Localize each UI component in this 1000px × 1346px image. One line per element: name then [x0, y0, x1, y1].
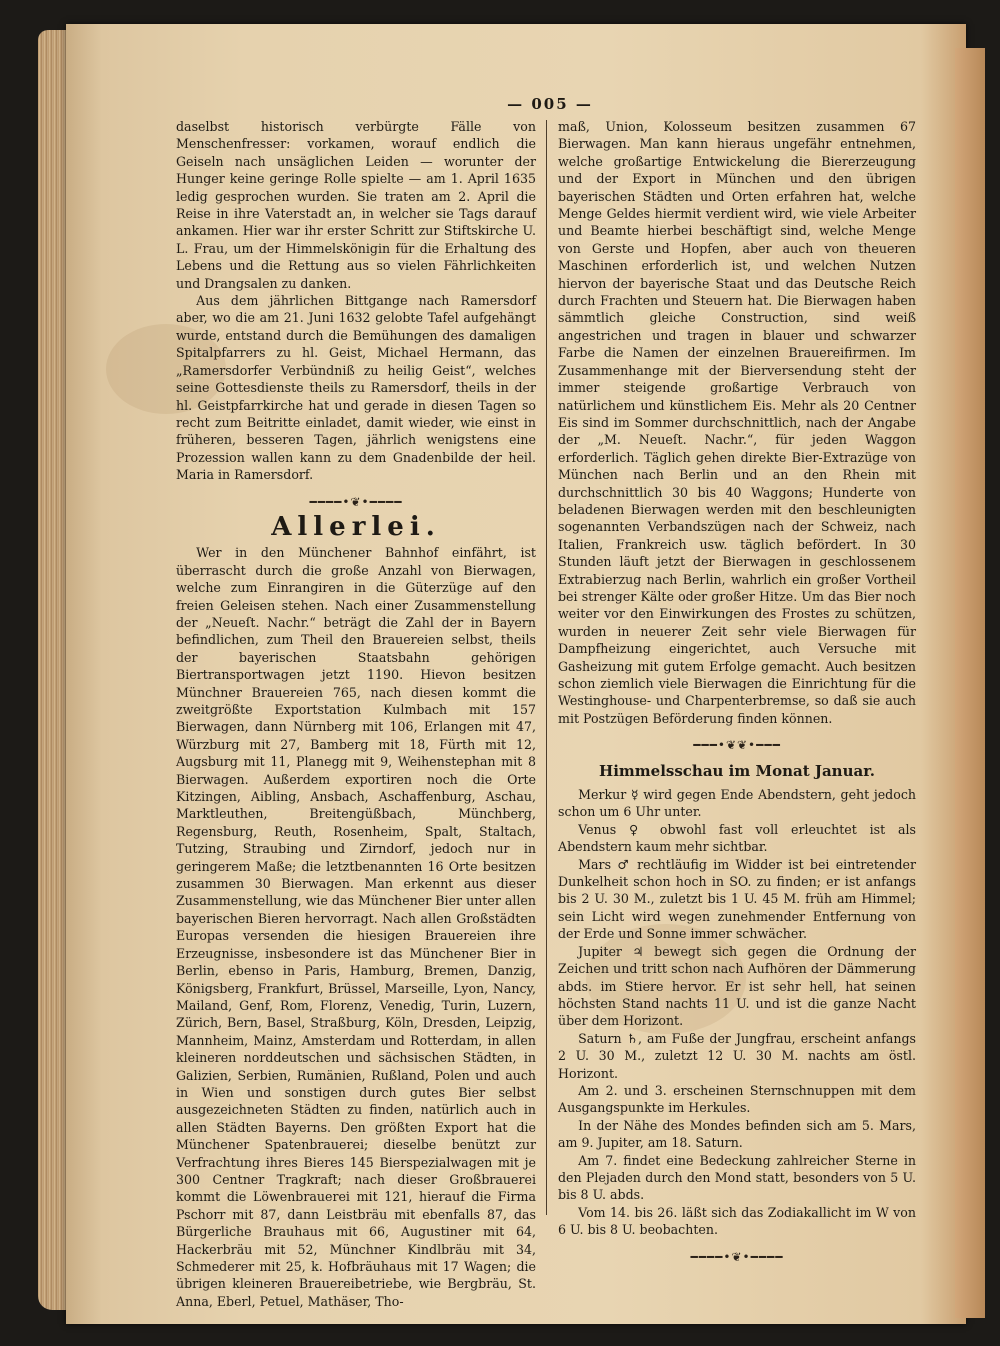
section-title: Allerlei.	[271, 511, 441, 542]
right-column	[558, 118, 916, 1274]
page-number: — 005 —	[507, 95, 593, 113]
ornament-divider: ━━━━•❦•━━━━	[309, 494, 403, 509]
sky-entry: Am 7. findet eine Bedeckung zahlreicher Sterne in den Plejaden durch den Mond statt, besonders von 5 U. bis 8 U. abds.	[558, 1152, 916, 1203]
paragraph: Aus dem jährlichen Bittgange nach Ramersdorf aber, wo die am 21. Juni 1632 gelobte Tafel aufgehängt wurde, entstand durch die Bemühungen des damaligen Spitalpfarrers zu hl. Geist, Michael Hermann, das „Ramersdorfer Verbündniß zu heilig Geist“, welches seine Gottesdienste theils zu Ramersdorf, theils in der hl. Geistpfarrkirche hat und gerade in diesen Tagen so recht zum Beitritte einladet, damit wieder, wie einst in früheren, besseren Tagen, jährlich wenigstens eine Prozession wallen kann zu dem Gnadenbilde der heil. Maria in Ramersdorf.	[176, 293, 536, 483]
paragraph: daselbst historisch verbürgte Fälle von Menschenfresser: vorkamen, worauf endlich die Geiseln nach unsäglichen Leiden — worunter der Hunger keine geringe Rolle spielte — am 1. April 1635 ledig gesprochen wurden. Sie traten am 2. April die Reise in ihre Vaterstadt an, in welcher sie Tags darauf ankamen. Hier war ihr erster Schritt zur Stiftskirche U. L. Frau, um der Himmelskönigin für die Erhaltung des Lebens und die Rettung aus so vielen Fährlichkeiten und Drangsalen zu danken.	[176, 119, 536, 291]
sky-entry: Jupiter ♃ bewegt sich gegen die Ordnung der Zeichen und tritt schon nach Aufhören der Dämmerung abds. im Stiere hervor. Er ist sehr hell, hat seinen höchsten Stand nachts 11 U. und ist die ganze Nacht über dem Horizont.	[558, 943, 916, 1029]
page-right-edge	[955, 48, 985, 1318]
end-ornament: ━━━━•❦•━━━━	[690, 1249, 784, 1264]
column-divider	[546, 120, 547, 1215]
sky-section-title: Himmelsschau im Monat Januar.	[599, 761, 875, 780]
sky-entry: Vom 14. bis 26. läßt sich das Zodiakallicht im W von 6 U. bis 8 U. beobachten.	[558, 1204, 916, 1238]
sky-entry: Saturn ♄, am Fuße der Jungfrau, erscheint anfangs 2 U. 30 M., zuletzt 12 U. 30 M. nachts am östl. Horizont.	[558, 1030, 916, 1081]
sky-entry: Mars ♂ rechtläufig im Widder ist bei eintretender Dunkelheit schon hoch in SO. zu finden; er ist anfangs bis 2 U. 30 M., zuletzt bis 1 U. 45 M. früh am Himmel; sein Licht wird wegen zunehmender Entfernung von der Erde und Sonne immer schwächer.	[558, 856, 916, 942]
ornament-divider: ━━━•❦❦•━━━	[693, 738, 781, 753]
sky-entry: Merkur ☿ wird gegen Ende Abendstern, geht jedoch schon um 6 Uhr unter.	[558, 787, 916, 820]
sky-entry: Venus ♀ obwohl fast voll erleuchtet ist als Abendstern kaum mehr sichtbar.	[558, 821, 916, 855]
sky-entry: In der Nähe des Mondes befinden sich am 5. Mars, am 9. Jupiter, am 18. Saturn.	[558, 1117, 916, 1151]
paragraph: maß, Union, Kolosseum besitzen zusammen 67 Bierwagen. Man kann hieraus ungefähr entnehmen, welche großartige Entwickelung die Biererzeugung und der Export in München und den übrigen bayerischen Städten und Orten erfahren hat, welche Menge Geldes hiermit verdient wird, wie viele Arbeiter und Beamte hierbei beschäftigt sind, welche Menge von Gerste und Hopfen, aber auch von theueren Maschinen erforderlich ist, und welchen Nutzen hiervon der bayerische Staat und das Deutsche Reich durch Frachten und Steuern hat. Die Bierwagen haben sämmtlich gleiche Construction, sind weiß angestrichen und tragen in blauer und schwarzer Farbe die Namen der einzelnen Brauereifirmen. Im Zusammenhange mit der Bierversendung steht der immer steigende großartige Verbrauch von natürlichem und künstlichem Eis. Mehr als 20 Centner Eis sind im Sommer durchschnittlich, nach der Angabe der „M. Neueſt. Nachr.“, für jeden Waggon erforderlich. Täglich gehen direkte Bier-Extrazüge von München nach Berlin und an den Rhein mit durchschnittlich 30 bis 40 Waggons; Hunderte von beladenen Bierwagen werden mit den beschleunigten sogenannten Verbandszügen nach der Schweiz, nach Italien, Frankreich usw. täglich befördert. In 30 Stunden läuft jetzt der Bierwagen in geschlossenem Extrabierzug nach Berlin, wahrlich ein großer Vortheil bei strenger Kälte oder großer Hitze. Um das Bier noch weiter vor den Einwirkungen des Frostes zu schützen, wurden in neuerer Zeit sehr viele Bierwagen für Dampfheizung eingerichtet, auch Versuche mit Gasheizung mit gutem Erfolge gemacht. Auch besitzen schon ziemlich viele Bierwagen die Einrichtung für die Westinghouse- und Charpenterbremse, so daß sie auch mit Postzügen Beförderung finden können.	[558, 119, 916, 726]
sky-entry: Am 2. und 3. erscheinen Sternschnuppen mit dem Ausgangspunkte im Herkules.	[558, 1082, 916, 1116]
paragraph: Wer in den Münchener Bahnhof einfährt, ist überrascht durch die große Anzahl von Bierwagen, welche zum Einrangiren in die Güterzüge auf den freien Geleisen stehen. Nach einer Zusammenstellung der „Neueſt. Nachr.“ beträgt die Zahl der in Bayern befindlichen, zum Theil den Brauereien selbst, theils der bayerischen Staatsbahn gehörigen Biertransportwagen jetzt 1190. Hievon besitzen Münchner Brauereien 765, nach diesen kommt die zweitgrößte Exportstation Kulmbach mit 157 Bierwagen, dann Nürnberg mit 106, Erlangen mit 47, Würzburg mit 27, Bamberg mit 18, Fürth mit 12, Augsburg mit 11, Planegg mit 9, Weihenstephan mit 8 Bierwagen. Außerdem exportiren noch die Orte Kitzingen, Aibling, Ansbach, Aschaffenburg, Aschau, Marktleuthen, Breitengüßbach, Münchberg, Regensburg, Reuth, Rosenheim, Spalt, Staltach, Tutzing, Straubing und Zirndorf, jedoch nur in geringerem Maße; die letztbenannten 16 Orte besitzen zusammen 30 Bierwagen. Man erkennt aus dieser Zusammenstellung, wie das Münchener Bier unter allen bayerischen Bieren hervorragt. Nach allen Großstädten Europas versenden die hiesigen Brauereien ihre Erzeugnisse, insbesondere ist das Münchener Bier in Berlin, ebenso in Paris, Hamburg, Bremen, Danzig, Königsberg, Frankfurt, Brüssel, Marseille, Lyon, Nancy, Mailand, Genf, Rom, Florenz, Venedig, Turin, Luzern, Zürich, Bern, Basel, Straßburg, Köln, Dresden, Leipzig, Mannheim, Mainz, Amsterdam und Rotterdam, in allen kleineren norddeutschen und sächsischen Städten, in Galizien, Serbien, Rumänien, Rußland, Polen und auch in Wien und sonstigen durch gutes Bier selbst ausgezeichneten Städten zu finden, natürlich auch in allen Städten Bayerns. Den größten Export hat die Münchener Spatenbrauerei; dieselbe benützt zur Verfrachtung ihres Bieres 145 Bierspezialwagen mit je 300 Centner Tragkraft; nach dieser Großbrauerei kommt die Löwenbrauerei mit 121, hierauf die Firma Pschorr mit 87, dann Leistbräu mit ebenfalls 87, das Bürgerliche Brauhaus mit 66, Augustiner mit 64, Hackerbräu mit 52, Münchner Kindlbräu mit 34, Schmederer mit 25, k. Hofbräuhaus mit 17 Wagen; die übrigen kleineren Brauereibetriebe, wie Bergbräu, St. Anna, Eberl, Petuel, Mathäser, Tho-	[176, 545, 536, 1309]
left-column	[176, 118, 536, 1310]
